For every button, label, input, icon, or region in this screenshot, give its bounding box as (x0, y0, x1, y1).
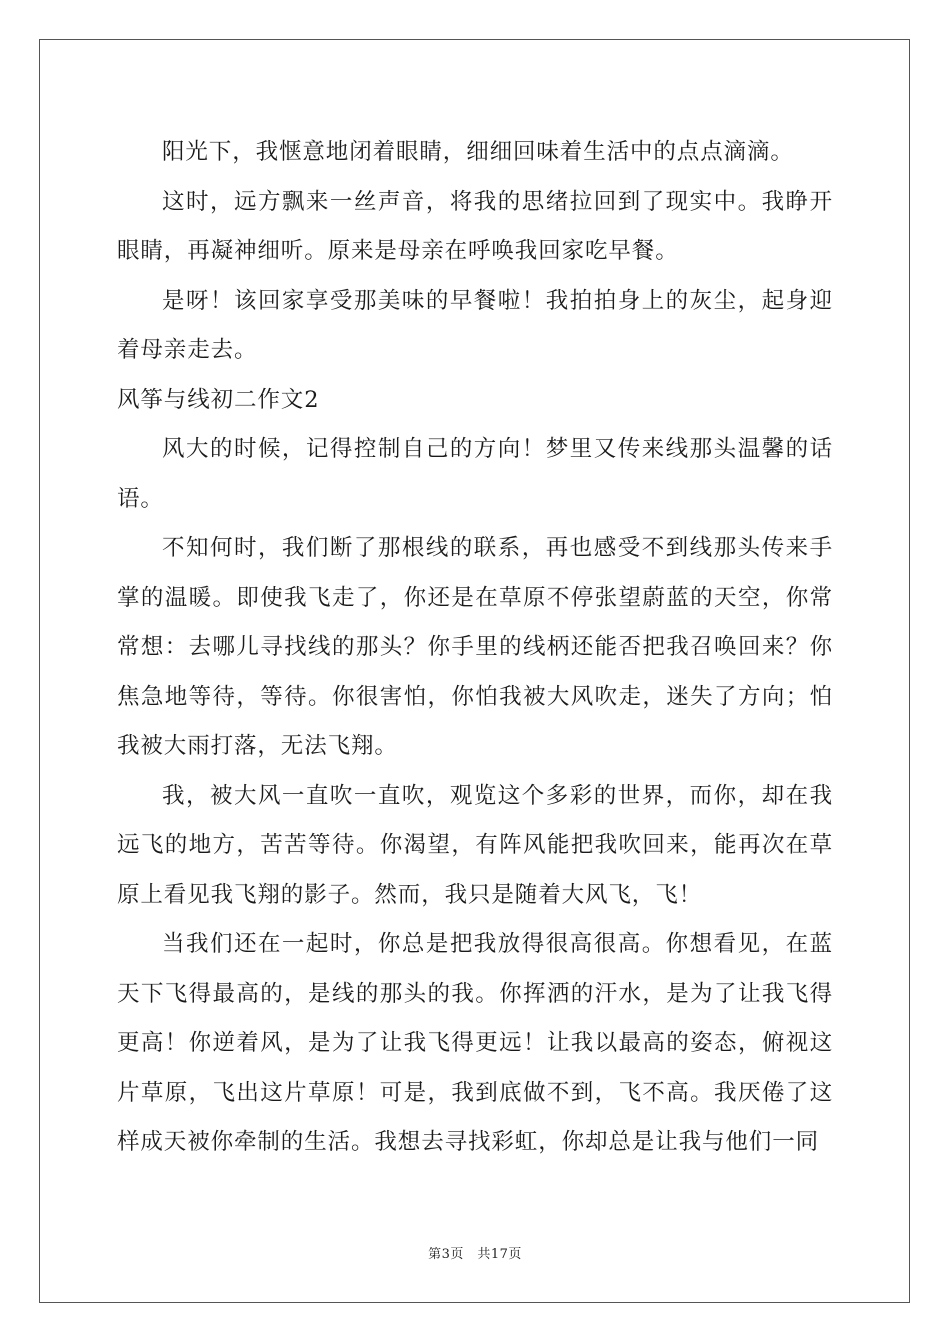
paragraph: 这时，远方飘来一丝声音，将我的思绪拉回到了现实中。我睁开眼睛，再凝神细听。原来是母亲在呼唤我回家吃早餐。 (117, 188, 833, 264)
paragraph: 是呀！该回家享受那美味的早餐啦！我拍拍身上的灰尘，起身迎着母亲走去。 (117, 287, 833, 363)
document-body (117, 128, 833, 1168)
paragraph: 阳光下，我惬意地闭着眼睛，细细回味着生活中的点点滴滴。 (162, 139, 794, 165)
page-number-footer: 第3页 共17页 (428, 1247, 522, 1262)
paragraph: 我，被大风一直吹一直吹，观览这个多彩的世界，而你，却在我远飞的地方，苦苦等待。你渴望，有阵风能把我吹回来，能再次在草原上看见我飞翔的影子。然而，我只是随着大风飞，飞！ (117, 782, 833, 908)
paragraph: 不知何时，我们断了那根线的联系，再也感受不到线那头传来手掌的温暖。即使我飞走了，你还是在草原不停张望蔚蓝的天空，你常常想：去哪儿寻找线的那头？你手里的线柄还能否把我召唤回来？你焦急地等待，等待。你很害怕，你怕我被大风吹走，迷失了方向；怕我被大雨打落，无法飞翔。 (117, 535, 833, 759)
section-title: 风筝与线初二作文2 (117, 386, 320, 413)
paragraph: 当我们还在一起时，你总是把我放得很高很高。你想看见，在蓝天下飞得最高的，是线的那头的我。你挥洒的汗水，是为了让我飞得更高！你逆着风，是为了让我飞得更远！让我以最高的姿态，俯视这片草原，飞出这片草原！可是，我到底做不到，飞不高。我厌倦了这样成天被你牵制的生活。我想去寻找彩虹，你却总是让我与他们一同 (117, 931, 833, 1155)
paragraph: 风大的时候，记得控制自己的方向！梦里又传来线那头温馨的话语。 (117, 436, 833, 512)
